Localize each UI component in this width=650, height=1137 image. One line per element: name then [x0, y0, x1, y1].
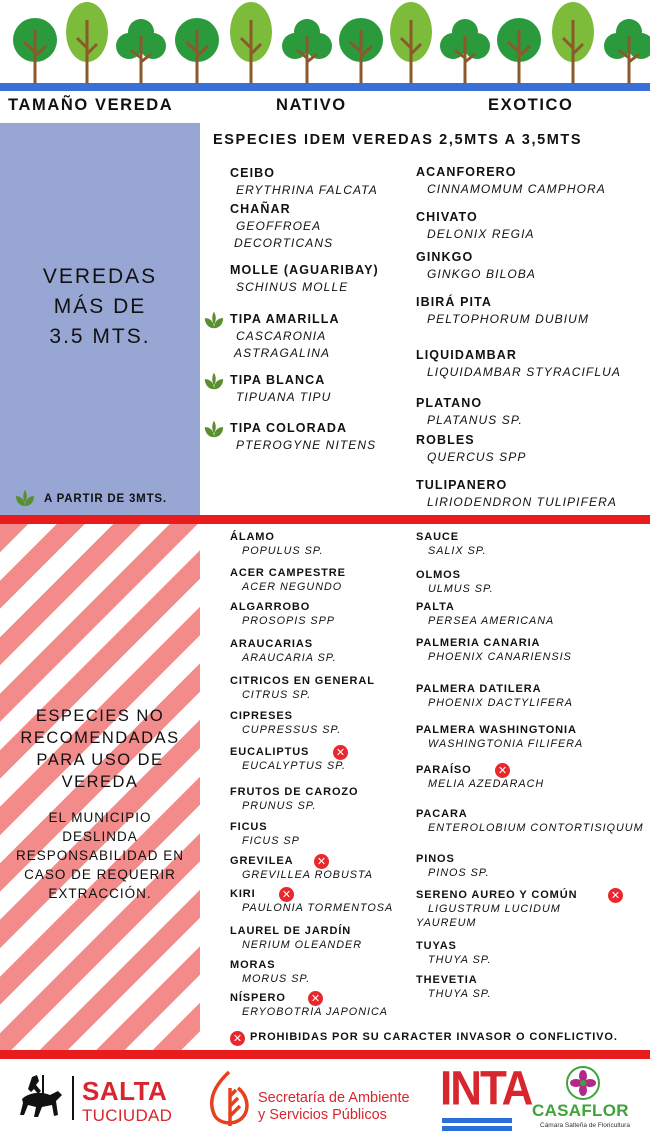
section2-title-line: ESPECIES NO: [35, 707, 165, 725]
species-name: GREVILEA: [230, 855, 294, 867]
species-scientific-name: QUERCUS SPP: [427, 450, 527, 464]
species-scientific-name: LIQUIDAMBAR STYRACIFLUA: [427, 365, 621, 379]
flower-logo-icon: [566, 1066, 600, 1100]
species-scientific-name: GREVILLEA ROBUSTA: [242, 869, 373, 881]
salta-logo-subtext: TUCIUDAD: [82, 1106, 173, 1125]
species-scientific-name: PRUNUS SP.: [242, 800, 317, 812]
species-name: OLMOS: [416, 569, 461, 581]
tree-icon: [336, 0, 386, 84]
species-name: PALMERA WASHINGTONIA: [416, 724, 577, 736]
header-exotic: EXOTICO: [488, 96, 574, 114]
species-name: CHIVATO: [416, 210, 478, 224]
species-name: CHAÑAR: [230, 202, 291, 216]
salta-logo-text: SALTA: [82, 1076, 168, 1106]
disclaimer-line: DESLINDA: [62, 829, 138, 844]
species-scientific-name: PINOS SP.: [428, 867, 490, 879]
section2-title-line: PARA USO DE: [36, 751, 164, 769]
species-scientific-name: ERYTHRINA FALCATA: [236, 183, 378, 197]
species-name: LIQUIDAMBAR: [416, 348, 517, 362]
species-name: ARAUCARIAS: [230, 638, 313, 650]
section1-title-line: VEREDAS: [42, 265, 158, 288]
species-scientific-name: PLATANUS SP.: [427, 413, 523, 427]
section1-note: A PARTIR DE 3MTS.: [44, 493, 167, 505]
species-name: CEIBO: [230, 166, 276, 180]
column-headers: [0, 94, 650, 120]
red-divider: [0, 515, 650, 524]
species-scientific-name: EUCALYPTUS SP.: [242, 760, 347, 772]
disclaimer-line: CASO DE REQUERIR: [24, 867, 176, 882]
species-scientific-name: PHOENIX DACTYLIFERA: [428, 697, 573, 709]
species-scientific-name: PELTOPHORUM DUBIUM: [427, 312, 590, 326]
section1-title-line: MÁS DE: [53, 295, 147, 318]
species-name: ÁLAMO: [230, 531, 275, 543]
species-scientific-name: PTEROGYNE NITENS: [236, 438, 377, 452]
species-scientific-name: ENTEROLOBIUM CONTORTISIQUUM: [428, 822, 644, 834]
header-size: TAMAÑO VEREDA: [8, 96, 174, 114]
species-name: PACARA: [416, 808, 468, 820]
species-scientific-name: MORUS SP.: [242, 973, 311, 985]
species-name: ALGARROBO: [230, 601, 311, 613]
species-scientific-name: PERSEA AMERICANA: [428, 615, 555, 627]
species-scientific-name: LIGUSTRUM LUCIDUM: [428, 903, 561, 915]
species-scientific-name: CASCARONIA: [236, 329, 327, 343]
header-native: NATIVO: [276, 96, 347, 114]
species-scientific-name: CINNAMOMUM CAMPHORA: [427, 182, 606, 196]
section1-title-line: 3.5 MTS.: [49, 325, 151, 348]
species-name: PARAÍSO: [416, 764, 472, 776]
tree-icon: [226, 0, 276, 84]
leaf-icon: [203, 309, 225, 331]
species-scientific-name: THUYA SP.: [428, 954, 492, 966]
section2-title: [0, 705, 200, 793]
secretaria-line: y Servicios Públicos: [258, 1107, 387, 1123]
close-x-icon: ✕: [230, 1031, 245, 1046]
tree-icon: [172, 0, 222, 84]
logo-divider: [72, 1076, 74, 1120]
species-name: TUYAS: [416, 940, 457, 952]
inta-logo-text: INTA: [440, 1061, 532, 1116]
species-scientific-name: DELONIX REGIA: [427, 227, 535, 241]
species-scientific-name: LIRIODENDRON TULIPIFERA: [427, 495, 617, 509]
species-name: TIPA AMARILLA: [230, 312, 340, 326]
species-name: THEVETIA: [416, 974, 478, 986]
section2-title-line: VEREDA: [61, 773, 139, 791]
species-name: FICUS: [230, 821, 268, 833]
species-scientific-name: ACER NEGUNDO: [242, 581, 343, 593]
tree-icon: [440, 0, 490, 84]
close-x-icon: ✕: [308, 991, 323, 1006]
species-name: PLATANO: [416, 396, 483, 410]
species-name: CIPRESES: [230, 710, 293, 722]
tree-icon: [116, 0, 166, 84]
species-scientific-name: POPULUS SP.: [242, 545, 324, 557]
species-name: PINOS: [416, 853, 455, 865]
species-name: TULIPANERO: [416, 478, 508, 492]
section1-title: [0, 262, 200, 352]
species-scientific-name: SALIX SP.: [428, 545, 487, 557]
species-name: ACER CAMPESTRE: [230, 567, 346, 579]
leaf-icon: [203, 418, 225, 440]
species-scientific-name: SCHINUS MOLLE: [236, 280, 349, 294]
leaf-flame-logo-icon: [204, 1068, 254, 1130]
close-x-icon: ✕: [279, 887, 294, 902]
species-name: MOLLE (AGUARIBAY): [230, 263, 379, 277]
red-divider: [0, 1050, 650, 1059]
species-name: TIPA BLANCA: [230, 373, 326, 387]
species-scientific-name: MELIA AZEDARACH: [428, 778, 545, 790]
species-scientific-name: TIPUANA TIPU: [236, 390, 332, 404]
species-name: SAUCE: [416, 531, 460, 543]
tree-icon: [10, 0, 60, 84]
inta-stripe: [442, 1118, 512, 1123]
rider-logo-icon: [14, 1069, 70, 1125]
species-name: KIRI: [230, 888, 256, 900]
leaf-icon: [14, 488, 36, 508]
logos-footer: [0, 1060, 650, 1137]
species-scientific-name: NERIUM OLEANDER: [242, 939, 362, 951]
species-scientific-name-cont: DECORTICANS: [234, 236, 334, 250]
ground-line: [0, 83, 650, 91]
leaf-icon: [203, 370, 225, 392]
close-x-icon: ✕: [495, 763, 510, 778]
casaflor-logo-subtext: Cámara Salteña de Floricultura: [540, 1122, 630, 1129]
species-scientific-name: ARAUCARIA SP.: [242, 652, 337, 664]
section1-heading: ESPECIES IDEM VEREDAS 2,5MTS A 3,5MTS: [213, 132, 583, 148]
species-name: ROBLES: [416, 433, 475, 447]
species-scientific-name: ULMUS SP.: [428, 583, 494, 595]
species-scientific-name: PROSOPIS SPP: [242, 615, 336, 627]
species-name: NÍSPERO: [230, 992, 286, 1004]
species-name: PALMERIA CANARIA: [416, 637, 541, 649]
species-scientific-name-cont: ASTRAGALINA: [234, 346, 331, 360]
tree-icon: [386, 0, 436, 84]
species-scientific-name: CITRUS SP.: [242, 689, 312, 701]
disclaimer-line: EXTRACCIÓN.: [48, 886, 152, 901]
trees-banner: [0, 0, 650, 92]
inta-stripe: [442, 1126, 512, 1131]
species-name: LAUREL DE JARDÍN: [230, 925, 352, 937]
species-scientific-name: PAULONIA TORMENTOSA: [242, 902, 394, 914]
species-name: SERENO AUREO Y COMÚN: [416, 889, 578, 901]
close-x-icon: ✕: [333, 745, 348, 760]
species-scientific-name: CUPRESSUS SP.: [242, 724, 342, 736]
species-scientific-name: GINKGO BILOBA: [427, 267, 536, 281]
species-scientific-name: WASHINGTONIA FILIFERA: [428, 738, 584, 750]
tree-icon: [282, 0, 332, 84]
species-name: ACANFORERO: [416, 165, 517, 179]
tree-icon: [62, 0, 112, 84]
species-name: CITRICOS EN GENERAL: [230, 675, 375, 687]
species-scientific-name-cont: YAUREUM: [416, 917, 477, 929]
species-name: EUCALIPTUS: [230, 746, 310, 758]
species-name: MORAS: [230, 959, 276, 971]
species-scientific-name: GEOFFROEA: [236, 219, 322, 233]
species-scientific-name: FICUS SP: [242, 835, 300, 847]
species-scientific-name: THUYA SP.: [428, 988, 492, 1000]
tree-icon: [494, 0, 544, 84]
close-x-icon: ✕: [314, 854, 329, 869]
disclaimer-line: EL MUNICIPIO: [48, 810, 152, 825]
casaflor-logo-text: CASAFLOR: [532, 1101, 629, 1120]
disclaimer-line: RESPONSABILIDAD EN: [15, 848, 185, 863]
species-name: PALTA: [416, 601, 455, 613]
section2-disclaimer: [0, 808, 200, 903]
secretaria-logo-text: [258, 1090, 410, 1124]
species-scientific-name: ERYOBOTRIA JAPONICA: [242, 1006, 388, 1018]
species-scientific-name: PHOENIX CANARIENSIS: [428, 651, 572, 663]
species-name: TIPA COLORADA: [230, 421, 348, 435]
section2-title-line: RECOMENDADAS: [20, 729, 180, 747]
tree-icon: [548, 0, 598, 84]
species-name: FRUTOS DE CAROZO: [230, 786, 359, 798]
species-name: GINKGO: [416, 250, 474, 264]
secretaria-line: Secretaría de Ambiente: [258, 1090, 410, 1106]
tree-icon: [604, 0, 650, 84]
close-x-icon: ✕: [608, 888, 623, 903]
species-name: PALMERA DATILERA: [416, 683, 542, 695]
species-name: IBIRÁ PITA: [416, 295, 493, 309]
prohibited-legend: PROHIBIDAS POR SU CARACTER INVASOR O CONFLICTIVO.: [250, 1031, 618, 1043]
